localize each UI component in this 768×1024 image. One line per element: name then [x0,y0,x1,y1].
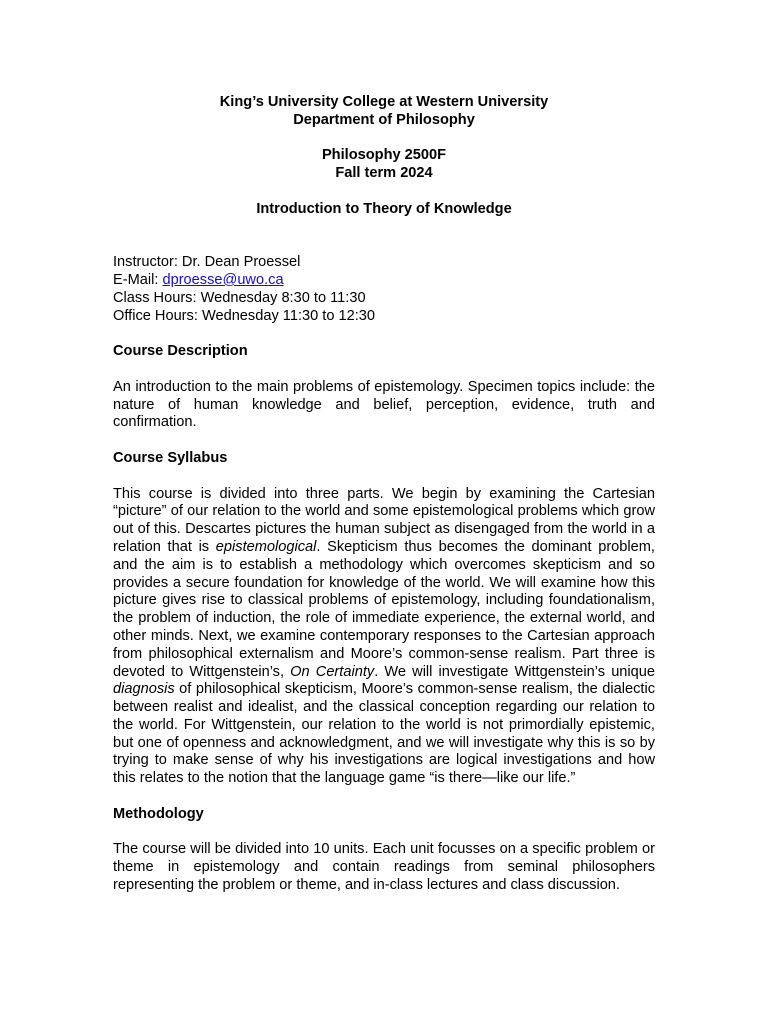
methodology-text: The course will be divided into 10 units. Each unit focusses on a specific problem or theme in epistemology and contain readings from seminal philosophers representing the problem or theme, and in-class lectures and class discussion. [113,841,655,894]
department-name: Department of Philosophy [293,111,475,128]
syllabus-text-part-3: . We will investigate Wittgenstein’s unique [374,663,656,680]
course-info [113,254,655,325]
course-title: Introduction to Theory of Knowledge [256,200,512,217]
course-syllabus-heading: Course Syllabus [113,449,228,466]
syllabus-emphasis-on-certainty: On Certainty [290,663,375,680]
syllabus-text-part-4: of philosophical skepticism, Moore’s common-sense realism, the dialectic between realist and idealist, and the classical conception regarding our relation to the world. For Wittgenstein, our relation to the world is not primordially epistemic, but one of openness and acknowledgment, and we will investigate why this is so by trying to make sense of why his investigations are logical investigations and how this relates to the notion that the language game “is there—like our life.” [113,681,655,787]
syllabus-emphasis-diagnosis: diagnosis [113,681,175,698]
syllabus-text-part-1: This course is divided into three parts. We begin by examining the Cartesian “picture” of our relation to the world and some epistemological problems which grow out of this. Descartes pictures the human subject as disengaged from the world in a relation that is [113,485,655,555]
course-description-heading: Course Description [113,343,248,360]
email-label: E-Mail: [113,271,163,288]
methodology-heading: Methodology [113,805,204,822]
office-hours-line: Office Hours: Wednesday 11:30 to 12:30 [113,307,376,324]
course-description-text: An introduction to the main problems of epistemology. Specimen topics include: the nature of human knowledge and belief, perception, evidence, truth and confirmation. [113,378,655,431]
email-line [113,272,655,290]
syllabus-emphasis-epistemological: epistemological [215,538,317,555]
class-hours-line: Class Hours: Wednesday 8:30 to 11:30 [113,289,366,306]
document-header [113,94,655,219]
course-term: Fall term 2024 [335,165,433,182]
course-code: Philosophy 2500F [321,147,447,164]
course-syllabus-text [113,486,655,789]
email-link[interactable]: dproesse@uwo.ca [162,271,284,288]
institution-name: King’s University College at Western University [219,94,549,110]
instructor-line: Instructor: Dr. Dean Proessel [113,254,301,271]
syllabus-text-part-2: . Skepticism thus becomes the dominant problem, and the aim is to establish a methodology which overcomes skepticism and so provides a secure foundation for knowledge of the world. We will examine how this picture gives rise to classical problems of epistemology, including foundationalism, the problem of induction, the role of immediate experience, the external world, and other minds. Next, we examine contemporary responses to the Cartesian approach from philosophical externalism and Moore’s common-sense realism. Part three is devoted to Wittgenstein’s, [113,538,655,680]
